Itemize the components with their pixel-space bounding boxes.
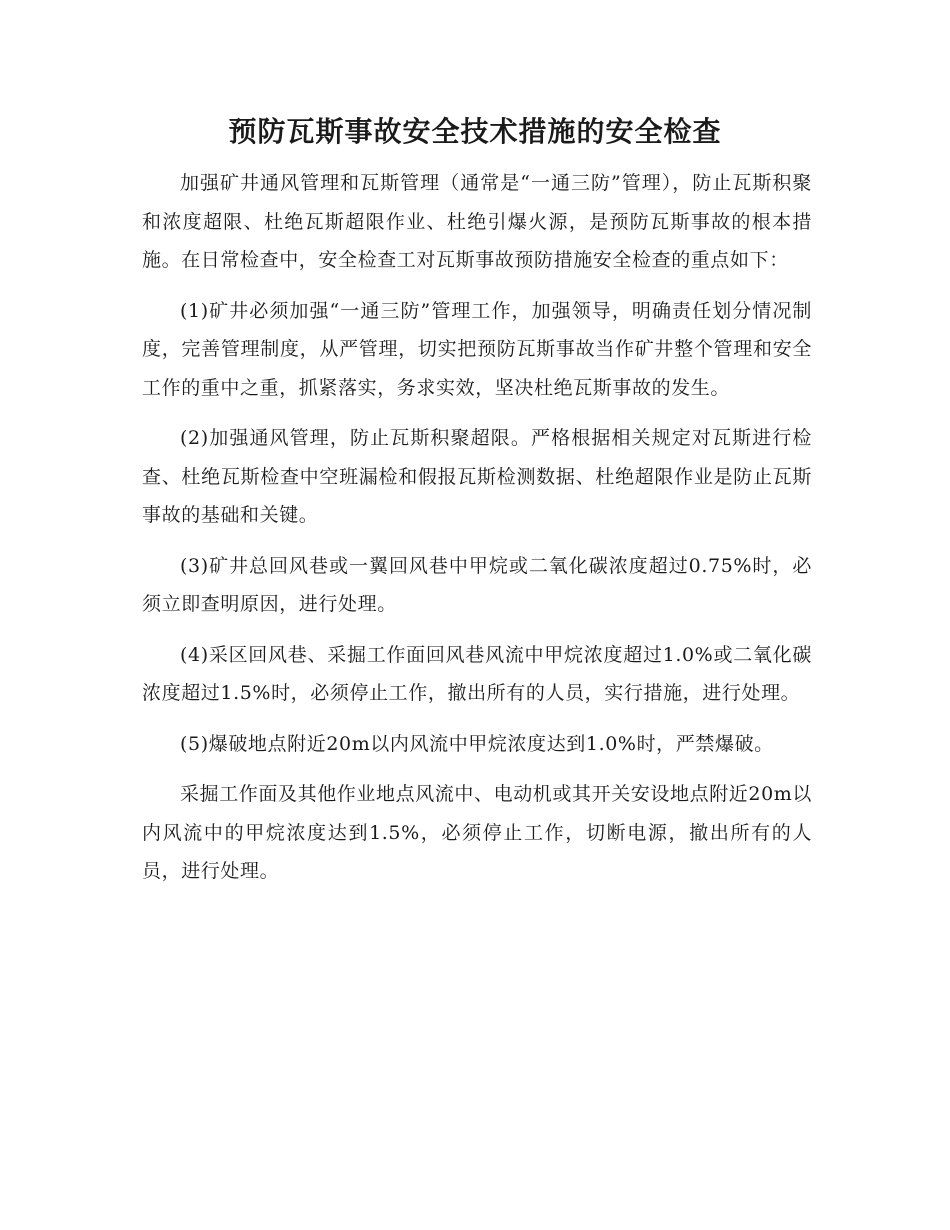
document-title: 预防瓦斯事故安全技术措施的安全检查 — [228, 115, 722, 148]
item-5-paragraph: (5)爆破地点附近20m以内风流中甲烷浓度达到1.0%时，严禁爆破。 — [180, 732, 774, 755]
document-body — [142, 164, 812, 903]
closing-paragraph: 采掘工作面及其他作业地点风流中、电动机或其开关安设地点附近20m以内风流中的甲烷浓度达到1.5%，必须停止工作，切断电源，撤出所有的人员，进行处理。 — [142, 783, 812, 882]
item-1-paragraph: (1)矿井必须加强“一通三防”管理工作，加强领导，明确责任划分情况制度，完善管理制度，从严管理，切实把预防瓦斯事故当作矿井整个管理和安全工作的重中之重，抓紧落实，务求实效，坚决杜绝瓦斯事故的发生。 — [142, 299, 812, 399]
item-3-paragraph: (3)矿井总回风巷或一翼回风巷中甲烷或二氧化碳浓度超过0.75%时，必须立即查明原因，进行处理。 — [142, 554, 812, 615]
item-4-paragraph: (4)采区回风巷、采掘工作面回风巷风流中甲烷浓度超过1.0%或二氧化碳浓度超过1.5%时，必须停止工作，撤出所有的人员，实行措施，进行处理。 — [142, 643, 812, 704]
item-2-paragraph: (2)加强通风管理，防止瓦斯积聚超限。严格根据相关规定对瓦斯进行检查、杜绝瓦斯检查中空班漏检和假报瓦斯检测数据、杜绝超限作业是防止瓦斯事故的基础和关键。 — [142, 427, 812, 526]
intro-paragraph: 加强矿井通风管理和瓦斯管理（通常是“一通三防”管理），防止瓦斯积聚和浓度超限、杜绝瓦斯超限作业、杜绝引爆火源，是预防瓦斯事故的根本措施。在日常检查中，安全检查工对瓦斯事故预防措施安全检查的重点如下： — [142, 172, 812, 271]
